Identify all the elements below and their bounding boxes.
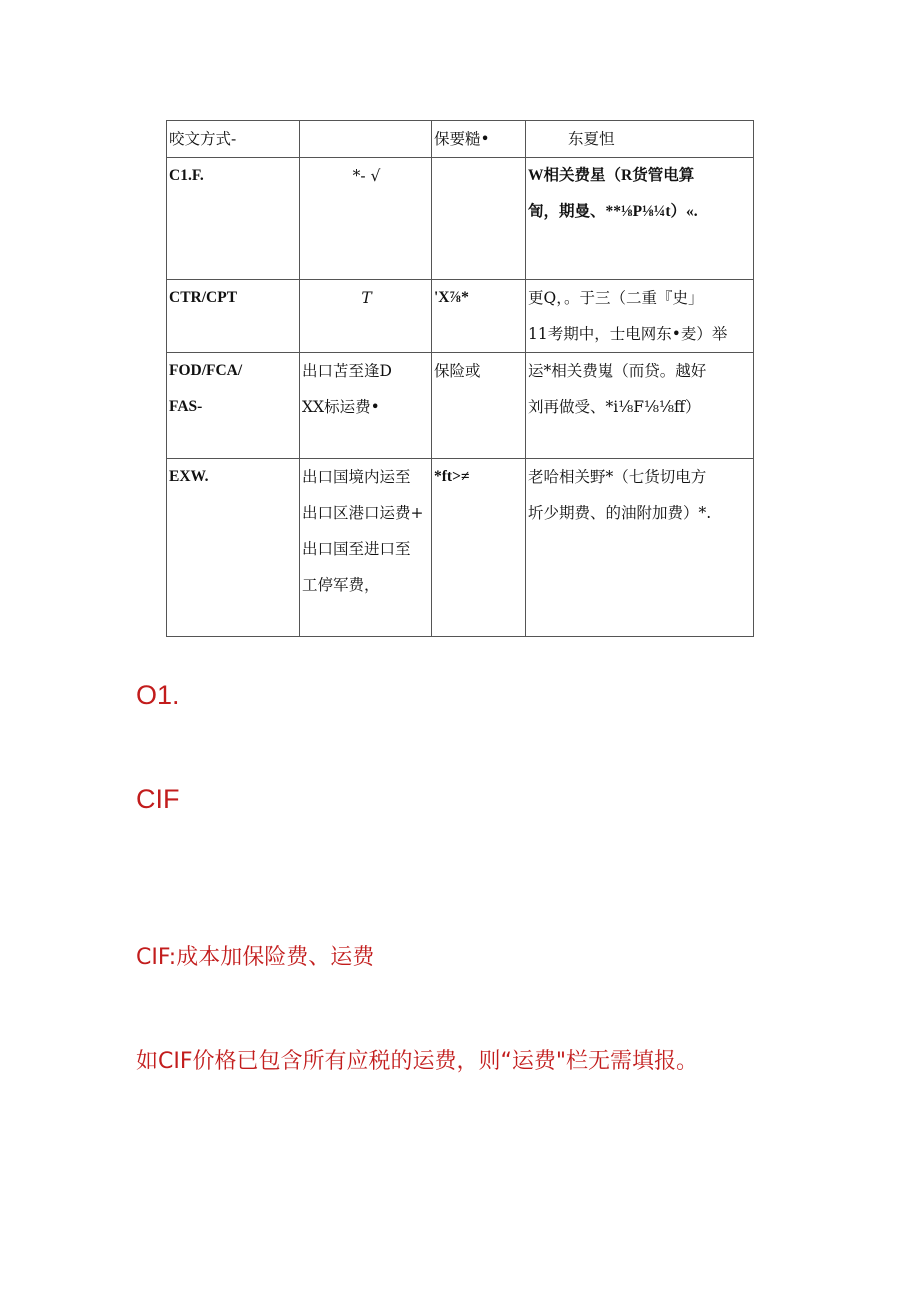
insurance-cell: *ft>≠: [432, 459, 526, 637]
freight-cell: T: [300, 280, 432, 353]
term-cell: C1.F.: [167, 158, 300, 280]
term-cell: EXW.: [167, 459, 300, 637]
table-header-row: [167, 121, 754, 158]
term-cell: FOD/FCA/ FAS-: [167, 353, 300, 459]
freight-note: 如CIF价格已包含所有应税的运费，则“运费"栏无需填报。: [136, 1049, 699, 1074]
term-heading: CIF: [136, 784, 180, 814]
freight-cell: *- √: [300, 158, 432, 280]
freight-cell: 出口国境内运至 出口区港口运费+ 出口国至进口至 工停军费，: [300, 459, 432, 637]
header-cell-blank: [300, 121, 432, 158]
insurance-cell: [432, 158, 526, 280]
table-row: [167, 459, 754, 637]
description-cell: 更Q，。于三（二重『史」 11考期中，士电网东•麦）举: [526, 280, 754, 353]
header-cell-insurance: 保要糙•: [432, 121, 526, 158]
table-row: [167, 280, 754, 353]
term-definition: CIF:成本加保险费、运费: [136, 945, 375, 970]
header-cell-trade-method: 咬文方式-: [167, 121, 300, 158]
header-cell-description: 东夏怛: [526, 121, 754, 158]
term-cell: CTR/CPT: [167, 280, 300, 353]
description-cell: W相关费星（R货管电算 訇，期曼、**⅛P⅛¼t）«.: [526, 158, 754, 280]
description-cell: 老哈相关野*（七货切电方 圻少期费、的油附加费）*.: [526, 459, 754, 637]
trade-terms-table: [166, 120, 754, 637]
freight-cell: 出口苫至逢D XX标运费•: [300, 353, 432, 459]
insurance-cell: 'X⅞*: [432, 280, 526, 353]
table-row: [167, 158, 754, 280]
section-number: O1.: [136, 680, 180, 710]
description-cell: 运*相关费嵬（而贷。越好 刘再做受、*i⅛F⅛⅛ff）: [526, 353, 754, 459]
table-row: [167, 353, 754, 459]
insurance-cell: 保险或: [432, 353, 526, 459]
